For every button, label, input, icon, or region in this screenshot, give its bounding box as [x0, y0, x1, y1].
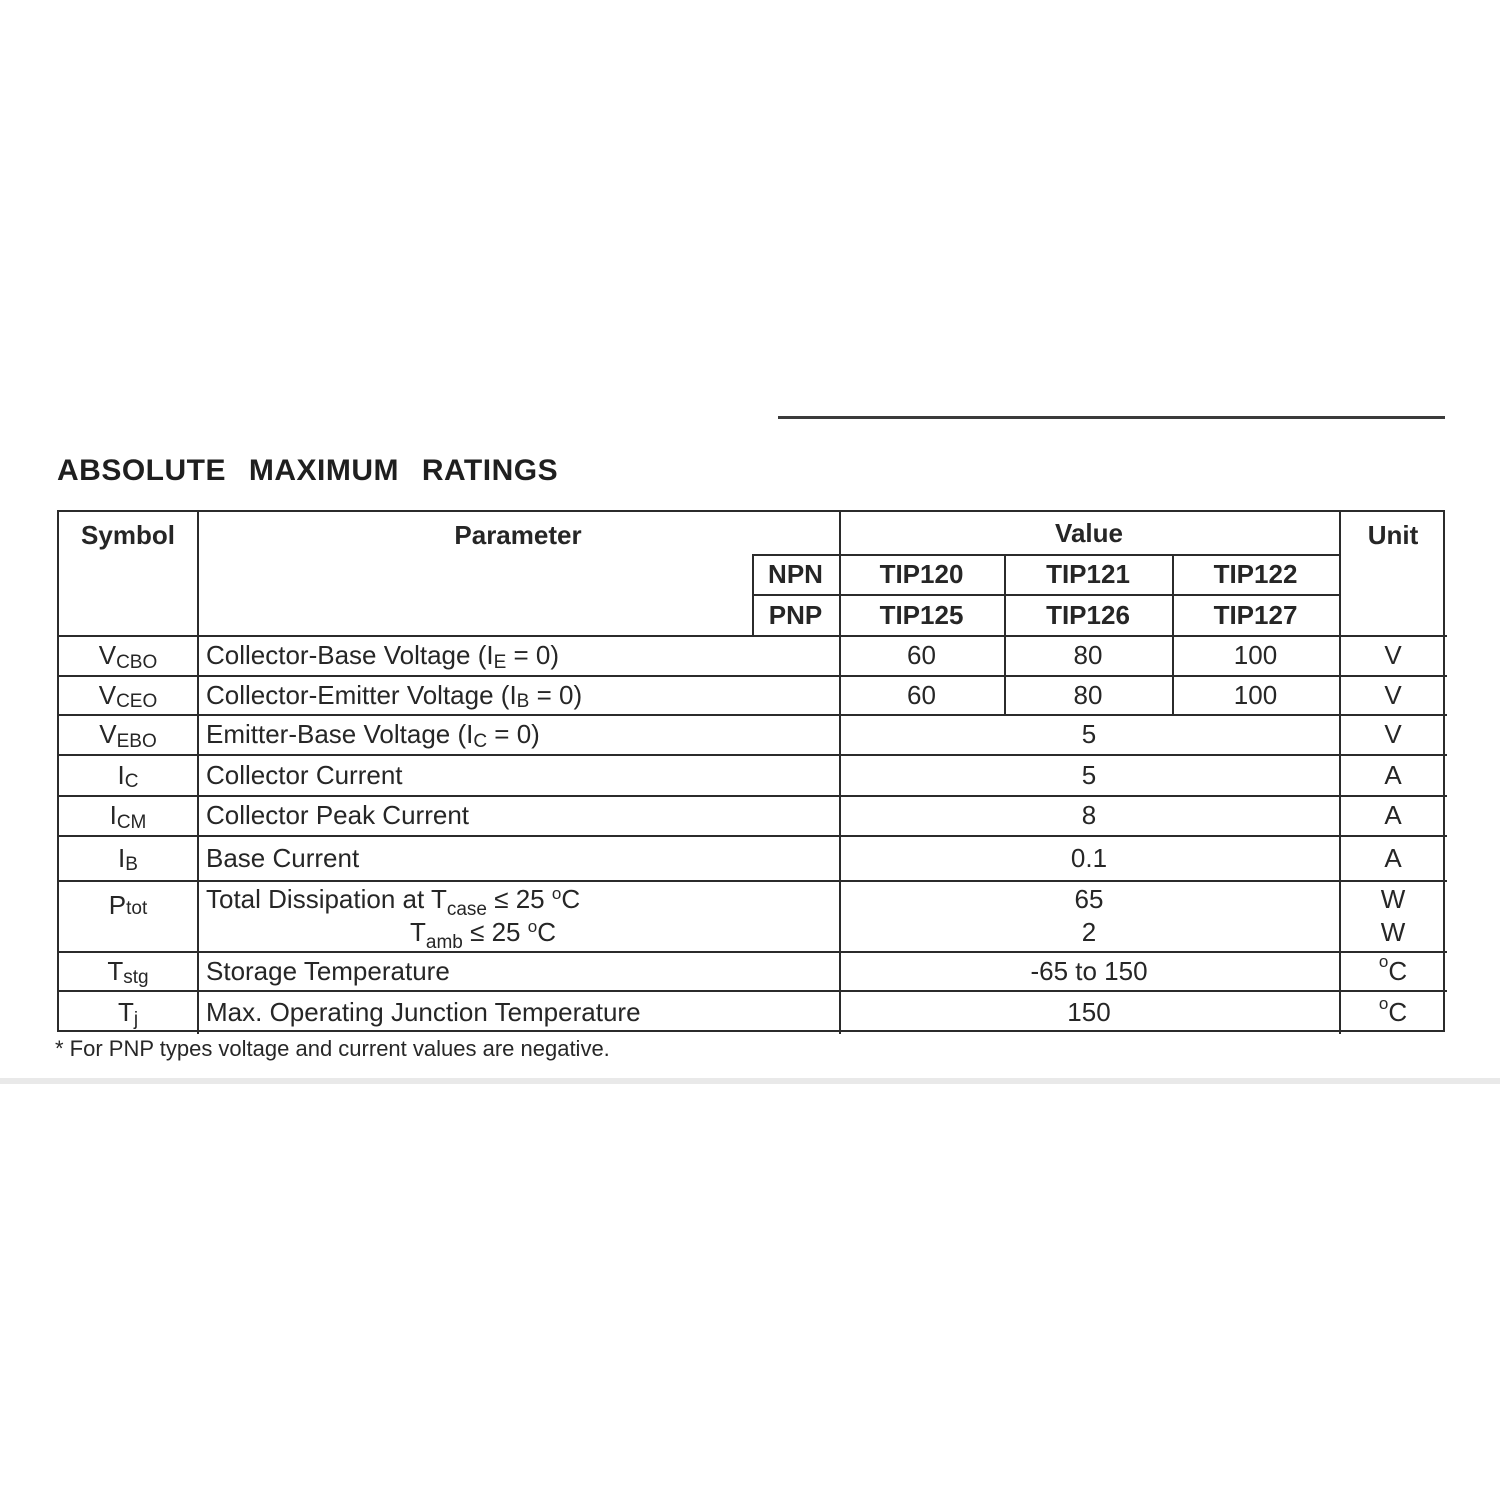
absolute-maximum-ratings-table: [57, 510, 1445, 1032]
ib-unit: A: [1384, 842, 1402, 873]
table-footnote: * For PNP types voltage and current values are negative.: [55, 1036, 610, 1061]
vcbo-value-tip121: 80: [1073, 640, 1103, 670]
ptot-value: 65 2: [1074, 884, 1104, 947]
ic-parameter: Collector Current: [206, 759, 403, 790]
parameter-column-header: Parameter: [454, 520, 582, 550]
model-tip126: TIP126: [1046, 599, 1130, 630]
tstg-symbol: T stg: [107, 955, 149, 988]
page-edge-band: [0, 1078, 1500, 1084]
vebo-parameter: Emitter-Base Voltage (I C = 0): [206, 719, 540, 752]
value-column-header: Value: [1055, 518, 1123, 548]
model-tip122: TIP122: [1213, 559, 1298, 589]
ic-value: 5: [1081, 759, 1097, 790]
vceo-unit: V: [1384, 679, 1402, 710]
icm-symbol: I CM: [109, 800, 147, 833]
vceo-parameter: Collector-Emitter Voltage (I B = 0): [206, 679, 583, 712]
icm-value: 8: [1081, 800, 1097, 830]
ptot-symbol: P tot: [108, 890, 148, 920]
model-tip127: TIP127: [1213, 599, 1298, 630]
vceo-value-tip121: 80: [1073, 679, 1103, 710]
ic-symbol: I C: [117, 759, 139, 792]
vebo-unit: V: [1384, 719, 1402, 749]
tj-value: 150: [1067, 997, 1111, 1027]
ptot-parameter: Total Dissipation at $T_{case} \le 25$ $^o$C $T_{amb} \le 25$ $^o$C: [206, 883, 581, 953]
tj-parameter: Max. Operating Junction Temperature: [206, 997, 641, 1027]
device-type-npn: NPN: [768, 559, 823, 589]
vebo-value: 5: [1081, 719, 1097, 749]
unit-column-header: Unit: [1367, 520, 1419, 550]
tstg-parameter: Storage Temperature: [206, 955, 450, 986]
ib-parameter: Base Current: [206, 842, 360, 873]
vcbo-value-tip120: 60: [907, 640, 936, 670]
model-tip125: TIP125: [879, 599, 964, 630]
tstg-value: -65 to 150: [1030, 955, 1148, 986]
page-title: ABSOLUTE MAXIMUM RATINGS: [57, 454, 559, 487]
model-tip121: TIP121: [1046, 559, 1130, 589]
ic-unit: A: [1384, 759, 1402, 790]
vcbo-value-tip122: 100: [1233, 640, 1278, 670]
tstg-unit: o C: [1378, 952, 1408, 986]
icm-parameter: Collector Peak Current: [206, 800, 469, 830]
section-divider-line: [778, 416, 1445, 419]
vcbo-unit: V: [1384, 640, 1402, 670]
vcbo-symbol: V CBO: [98, 640, 158, 673]
vceo-value-tip120: 60: [907, 679, 936, 710]
ptot-unit: W W: [1380, 884, 1406, 947]
ib-value: 0.1: [1070, 842, 1108, 873]
ib-symbol: I B: [118, 842, 138, 875]
icm-unit: A: [1384, 800, 1402, 830]
vceo-symbol: V CEO: [98, 679, 158, 712]
tj-unit: o C: [1378, 993, 1408, 1027]
device-type-pnp: PNP: [768, 599, 823, 630]
symbol-column-header: Symbol: [81, 520, 175, 550]
vebo-symbol: V EBO: [99, 719, 157, 752]
model-tip120: TIP120: [879, 559, 964, 589]
vceo-value-tip122: 100: [1233, 679, 1278, 710]
vcbo-parameter: Collector-Base Voltage (I E = 0): [206, 640, 560, 673]
tj-symbol: T j: [117, 997, 139, 1030]
